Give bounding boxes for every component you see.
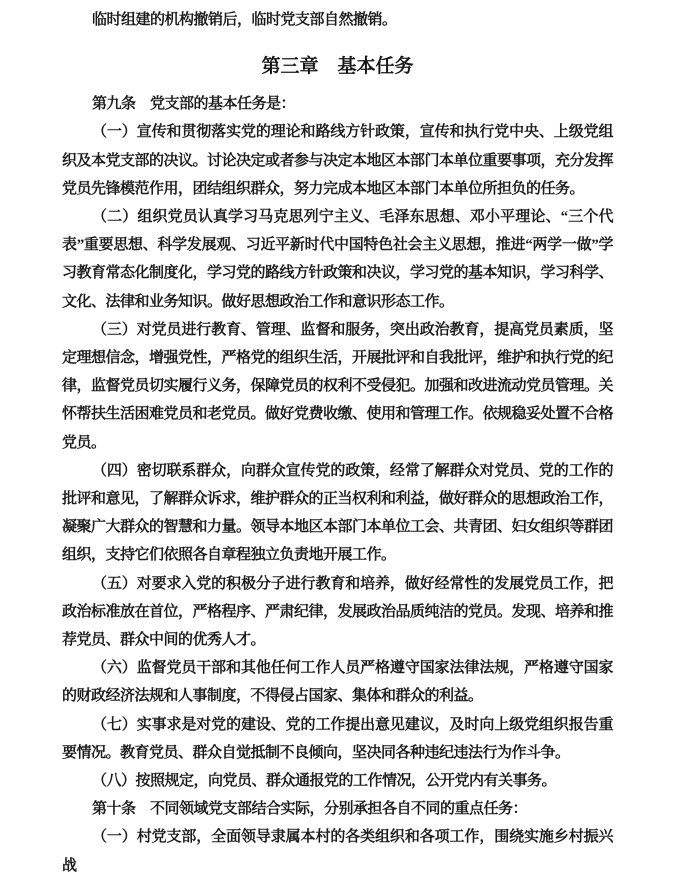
body-paragraph: （三）对党员进行教育、管理、监督和服务，突出政治教育，提高党员素质，坚定理想信念，增强党性，严格党的组织生活，开展批评和自我批评，维护和执行党的纪律，监督党员切实履行义务，保障党员的权利不受侵犯。加强和改进流动党员管理。关怀帮扶生活困难党员和老党员。做好党费收缴、使用和管理工作。依规稳妥处置不合格党员。	[62, 321, 614, 451]
body-paragraph: （一）村党支部，全面领导隶属本村的各类组织和各项工作，围绕实施乡村振兴战	[62, 829, 613, 874]
body-paragraph: （二）组织党员认真学习马克思列宁主义、毛泽东思想、邓小平理论、“三个代表”重要思想、科学发展观、习近平新时代中国特色社会主义思想，推进“两学一做”学习教育常态化制度化，学习党的路线方针政策和决议，学习党的基本知识，学习科学、文化、法律和业务知识。做好思想政治工作和意识形态工作。	[62, 209, 614, 310]
body-paragraph: 第九条 党支部的基本任务是：	[92, 96, 296, 113]
body-paragraph: （七）实事求是对党的建设、党的工作提出意见建议，及时向上级党组织报告重要情况。教育党员、群众自觉抵制不良倾向，坚决同各种违纪违法行为作斗争。	[62, 716, 613, 761]
body-paragraph: （四）密切联系群众，向群众宣传党的政策，经常了解群众对党员、党的工作的批评和意见，了解群众诉求，维护群众的正当权利和利益，做好群众的思想政治工作，凝聚广大群众的智慧和力量。领导本地区本部门本单位工会、共青团、妇女组织等群团组织，支持它们依照各自章程独立负责地开展工作。	[62, 462, 614, 564]
body-paragraph: （八）按照规定，向党员、群众通报党的工作情况，公开党内有关事务。	[92, 773, 557, 790]
document-body	[62, 90, 613, 880]
body-paragraph: （六）监督党员干部和其他任何工作人员严格遵守国家法律法规，严格遵守国家的财政经济法规和人事制度，不得侵占国家、集体和群众的利益。	[62, 660, 613, 705]
leading-paragraph: 临时组建的机构撤销后，临时党支部自然撤销。	[92, 12, 397, 28]
body-paragraph: 第十条 不同领域党支部结合实际，分别承担各自不同的重点任务：	[92, 801, 528, 818]
chapter-heading: 第三章 基本任务	[261, 56, 414, 78]
body-paragraph: （一）宣传和贯彻落实党的理论和路线方针政策，宣传和执行党中央、上级党组织及本党支部的决议。讨论决定或者参与决定本地区本部门本单位重要事项，充分发挥党员先锋模范作用，团结组织群众，努力完成本地区本部门本单位所担负的任务。	[62, 124, 614, 197]
body-paragraph: （五）对要求入党的积极分子进行教育和培养，做好经常性的发展党员工作，把政治标准放在首位，严格程序、严肃纪律，发展政治品质纯洁的党员。发现、培养和推荐党员、群众中间的优秀人才。	[62, 575, 614, 649]
